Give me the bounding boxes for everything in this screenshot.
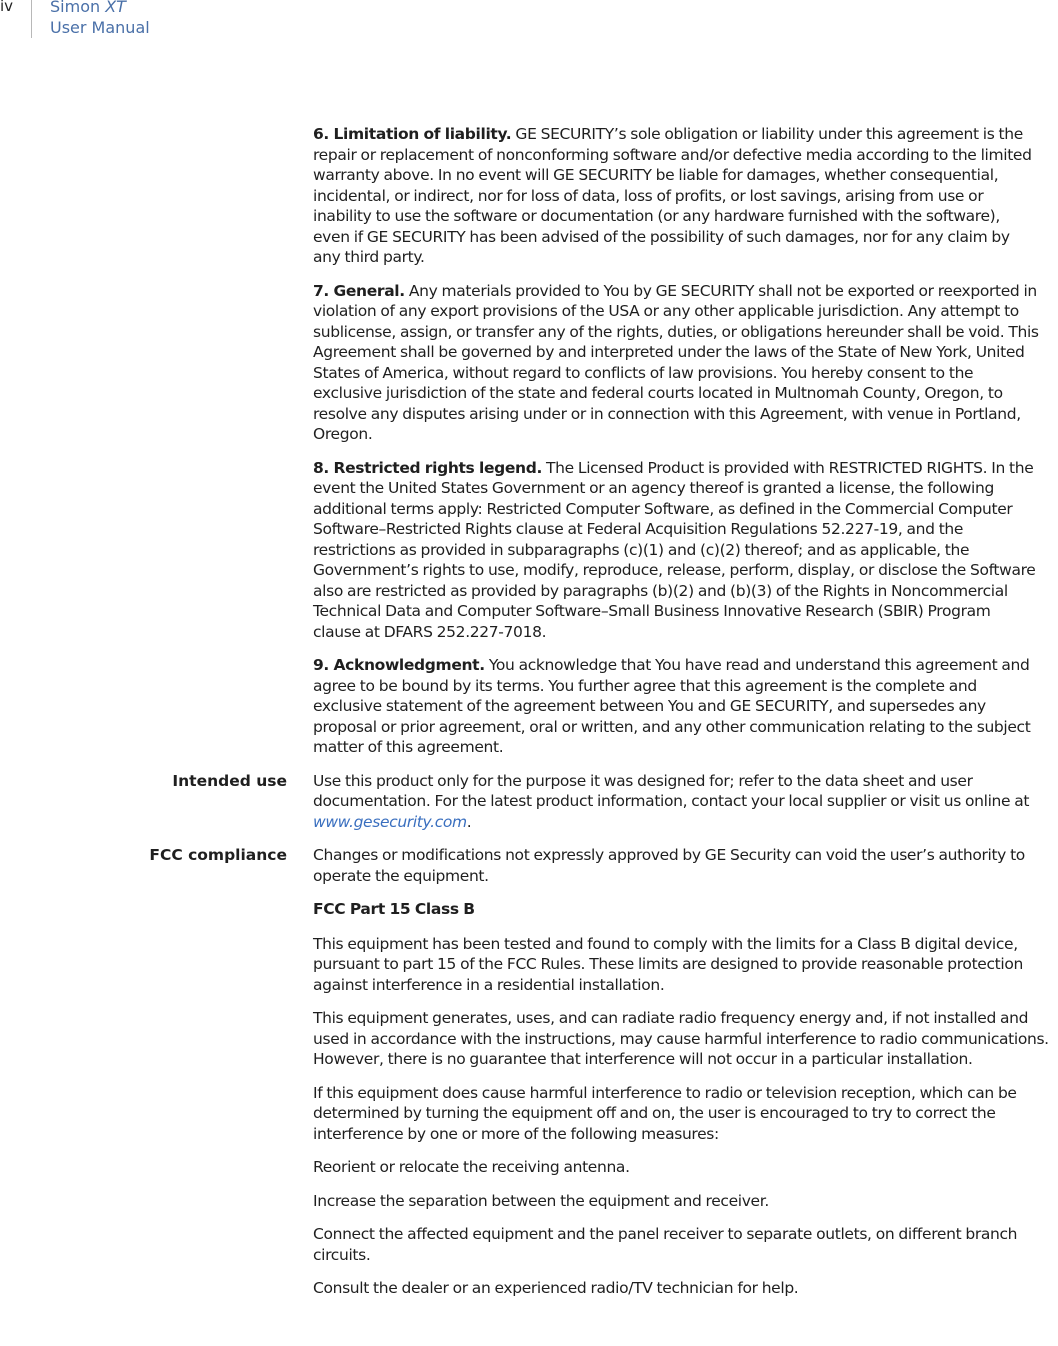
page-content	[0, 124, 1058, 1312]
fcc-measure: Connect the affected equipment and the panel receiver to separate outlets, on different branch circuits.	[313, 1225, 1018, 1264]
fcc-label: FCC compliance	[149, 846, 287, 864]
page-number: iv	[0, 0, 14, 15]
intended-use-text: Use this product only for the purpose it was designed for; refer to the data sheet and user documentation. For the latest product information, contact your local supplier or visit us online at	[313, 771, 1030, 810]
license-section	[0, 124, 1058, 758]
fcc-subhead: FCC Part 15 Class B	[313, 900, 475, 918]
limitation-lead: 6. Limitation of liability.	[313, 125, 512, 143]
product-name: Simon XT	[50, 0, 150, 17]
running-title	[50, 0, 150, 38]
product-suffix: XT	[105, 0, 126, 16]
fcc-paragraph-3: If this equipment does cause harmful interference to radio or television reception, which can be determined by turning the equipment off and on, the user is encouraged to try to correct the interference by one or more of the following measures:	[313, 1083, 1017, 1143]
fcc-section	[0, 845, 1058, 1299]
restricted-text: The Licensed Product is provided with RESTRICTED RIGHTS. In the event the United States Government or an agency thereof is granted a license, the following additional terms apply: Restricted Computer Software, as defined in the Commercial Computer Software–Restricted Rights clause at Federal Acquisition Regulations 52.227-19, and the restrictions as provided in subparagraphs (c)(1) and (c)(2) thereof; and as applicable, the Government’s rights to use, modify, reproduce, release, perform, display, or disclose the Software also are restricted as provided by paragraphs (b)(2) and (b)(3) of the Rights in Noncommercial Technical Data and Computer Software–Small Business Innovative Research (SBIR) Program clause at DFARS 252.227-7018.	[313, 458, 1036, 641]
restricted-paragraph	[313, 458, 1039, 643]
header-divider	[31, 0, 32, 38]
acknowledgment-lead: 9. Acknowledgment.	[313, 656, 485, 674]
restricted-lead: 8. Restricted rights legend.	[313, 458, 542, 477]
general-text: Any materials provided to You by GE SECURITY shall not be exported or reexported in violation of any export provisions of the USA or any other applicable jurisdiction. Any attempt to sublicense, assign, or transfer any of the rights, duties, or obligations hereunder shall be void. This Agreement shall be governed by and interpreted under the laws of the State of New York, United States of America, without regard to conflicts of law provisions. You hereby consent to the exclusive jurisdiction of the state and federal courts located in Multnomah County, Oregon, to resolve any disputes arising under or in connection with this Agreement, with venue in Portland, Oregon.	[313, 281, 1039, 443]
fcc-measure: Reorient or relocate the receiving antenna.	[313, 1158, 630, 1176]
gesecurity-link[interactable]: www.gesecurity.com	[313, 812, 467, 831]
acknowledgment-paragraph	[313, 655, 1039, 758]
limitation-paragraph	[313, 124, 1039, 268]
fcc-intro: Changes or modifications not expressly approved by GE Security can void the user’s authority to operate the equipment.	[313, 846, 1025, 885]
general-paragraph	[313, 281, 1039, 445]
intended-use-section	[0, 771, 1058, 833]
fcc-measure: Increase the separation between the equipment and receiver.	[313, 1191, 769, 1210]
intended-use-paragraph: Use this product only for the purpose it was designed for; refer to the data sheet and user documentation. For the latest product information, contact your local supplier or visit us online at www.gesecurity.com.	[313, 771, 1030, 831]
intended-use-label: Intended use	[172, 771, 287, 790]
limitation-text: GE SECURITY’s sole obligation or liability under this agreement is the repair or replacement of nonconforming software and/or defective media according to the limited warranty above. In no event will GE SECURITY be liable for damages, whether consequential, incidental, or indirect, nor for loss of data, loss of profits, or lost savings, arising from use or inability to use the software or documentation (or any hardware furnished with the software), even if GE SECURITY has been advised of the possibility of such damages, nor for any claim by any third party.	[313, 125, 1032, 266]
fcc-measure: Consult the dealer or an experienced radio/TV technician for help.	[313, 1279, 799, 1297]
manual-title: User Manual	[50, 18, 150, 37]
acknowledgment-text: You acknowledge that You have read and understand this agreement and agree to be bound by its terms. You further agree that this agreement is the complete and exclusive statement of the agreement between You and GE SECURITY, and supersedes any proposal or prior agreement, oral or written, and any other communication relating to the subject matter of this agreement.	[313, 656, 1031, 756]
general-lead: 7. General.	[313, 281, 405, 300]
fcc-paragraph-2: This equipment generates, uses, and can radiate radio frequency energy and, if not installed and used in accordance with the instructions, may cause harmful interference to radio communications. However, there is no guarantee that interference will not occur in a particular installation.	[313, 1009, 1049, 1068]
fcc-paragraph-1: This equipment has been tested and found to comply with the limits for a Class B digital device, pursuant to part 15 of the FCC Rules. These limits are designed to provide reasonable protection against interference in a residential installation.	[313, 934, 1023, 994]
